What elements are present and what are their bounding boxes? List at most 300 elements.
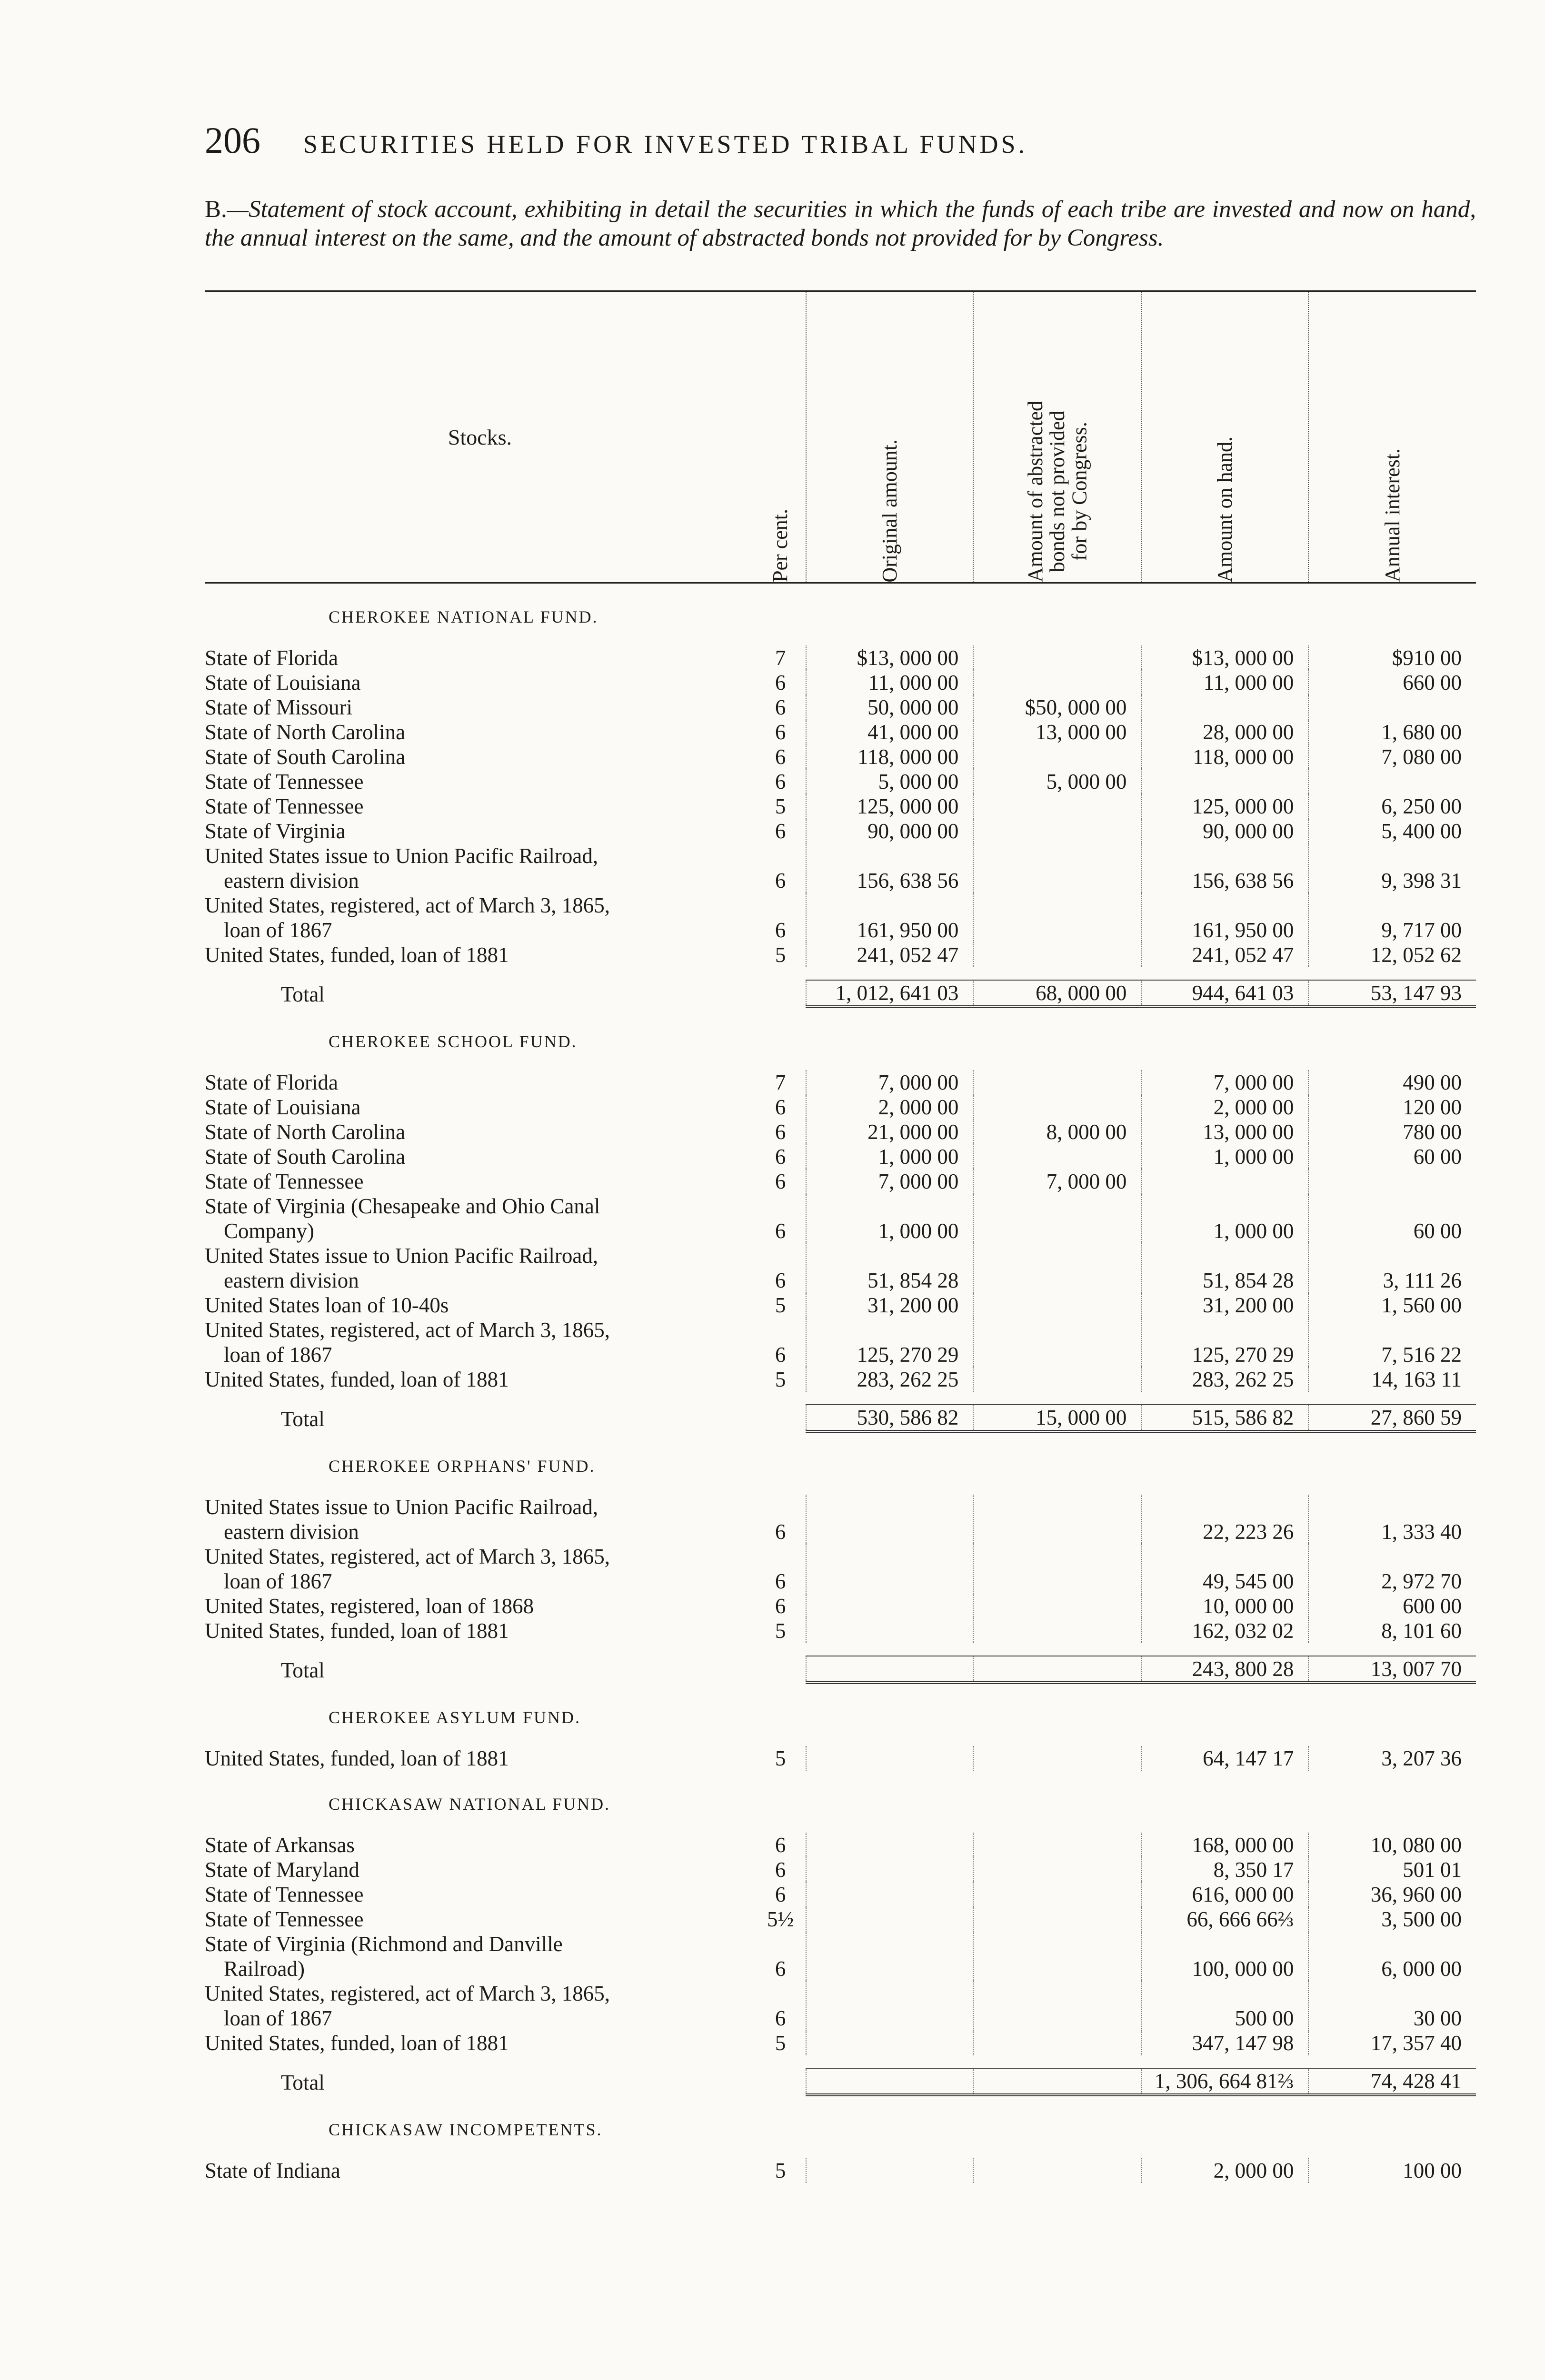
percent-cell: 6 xyxy=(775,1957,786,1981)
stock-name xyxy=(205,1095,755,1120)
table-row xyxy=(205,720,1476,744)
abstracted-amount-cell xyxy=(973,893,1141,942)
abstracted-amount-cell xyxy=(973,1857,1141,1882)
section-title: CHEROKEE NATIONAL FUND. xyxy=(329,607,598,627)
stock-name-text: State of Indiana xyxy=(205,2159,340,2183)
spacer-row xyxy=(205,1643,1476,1656)
on-hand-amount-cell: 125, 000 00 xyxy=(1141,794,1308,819)
percent-cell: 6 xyxy=(775,1520,786,1544)
percent-cell: 5 xyxy=(775,2031,786,2055)
on-hand-amount-cell: 11, 000 00 xyxy=(1141,670,1308,695)
on-hand-amount-cell: 2, 000 00 xyxy=(1141,2158,1308,2183)
on-hand-amount-cell: 1, 000 00 xyxy=(1141,1194,1308,1243)
total-percent-cell xyxy=(755,2068,806,2095)
spacer-row xyxy=(205,1392,1476,1405)
annual-interest-cell: 3, 500 00 xyxy=(1308,1907,1476,1932)
abstracted-amount-cell xyxy=(973,1833,1141,1857)
original-amount-cell: 1, 000 00 xyxy=(806,1194,973,1243)
stock-name xyxy=(205,1318,755,1367)
stock-name xyxy=(205,893,755,942)
total-label: Total xyxy=(281,1407,325,1431)
original-amount-cell xyxy=(806,1981,973,2031)
annual-interest-cell: 1, 560 00 xyxy=(1308,1293,1476,1318)
on-hand-amount-cell: 2, 000 00 xyxy=(1141,1095,1308,1120)
stock-name xyxy=(205,2158,755,2183)
annual-interest-cell: 3, 111 26 xyxy=(1308,1243,1476,1293)
percent-cell: 5 xyxy=(775,943,786,967)
abstracted-amount-cell xyxy=(973,744,1141,769)
stock-name xyxy=(205,1070,755,1095)
table-row xyxy=(205,1169,1476,1194)
stock-name-text: United States issue to Union Pacific Railroad, xyxy=(205,1495,598,1519)
on-hand-amount-cell: 51, 854 28 xyxy=(1141,1243,1308,1293)
percent-cell: 6 xyxy=(775,1145,786,1169)
stock-name-text: State of South Carolina xyxy=(205,745,406,769)
on-hand-amount-cell: 1, 000 00 xyxy=(1141,1144,1308,1169)
section-heading-row xyxy=(205,1771,1476,1833)
stock-name-text: United States, registered, act of March 3, 1865, xyxy=(205,1982,610,2006)
table-row xyxy=(205,1932,1476,1981)
percent-cell: 6 xyxy=(775,2006,786,2031)
total-abstracted-cell: 15, 000 00 xyxy=(973,1405,1141,1431)
stock-name-text: State of South Carolina xyxy=(205,1145,406,1169)
on-hand-amount-cell: 347, 147 98 xyxy=(1141,2031,1308,2055)
percent-cell: 6 xyxy=(775,745,786,769)
original-amount-cell: 125, 270 29 xyxy=(806,1318,973,1367)
percent-cell: 6 xyxy=(775,1095,786,1120)
stock-name-continuation: loan of 1867 xyxy=(224,2006,332,2031)
stock-name xyxy=(205,1120,755,1144)
table-row xyxy=(205,893,1476,942)
col-annual-interest: Annual interest. xyxy=(1308,292,1476,583)
abstracted-amount-cell xyxy=(973,1293,1141,1318)
stock-name-text: State of Tennessee xyxy=(205,1907,364,1932)
stock-name-text: United States, registered, act of March 3, 1865, xyxy=(205,1545,610,1569)
total-row xyxy=(205,980,1476,1007)
table-row xyxy=(205,695,1476,720)
percent-cell: 6 xyxy=(775,1883,786,1907)
original-amount-cell xyxy=(806,1857,973,1882)
annual-interest-cell: 12, 052 62 xyxy=(1308,942,1476,967)
percent-cell: 6 xyxy=(775,1858,786,1882)
annual-interest-cell: 100 00 xyxy=(1308,2158,1476,2183)
annual-interest-cell: 501 01 xyxy=(1308,1857,1476,1882)
total-label: Total xyxy=(281,2071,325,2095)
table-row xyxy=(205,1857,1476,1882)
stock-name xyxy=(205,819,755,843)
stock-name-text: State of Virginia (Richmond and Danville xyxy=(205,1932,563,1956)
total-interest-cell: 13, 007 70 xyxy=(1308,1656,1476,1683)
stock-name-text: United States, registered, act of March 3, 1865, xyxy=(205,1318,610,1342)
annual-interest-cell: 7, 080 00 xyxy=(1308,744,1476,769)
on-hand-amount-cell xyxy=(1141,695,1308,720)
annual-interest-cell: 8, 101 60 xyxy=(1308,1618,1476,1643)
abstracted-amount-cell xyxy=(973,1318,1141,1367)
on-hand-amount-cell xyxy=(1141,769,1308,794)
stock-name xyxy=(205,1544,755,1594)
original-amount-cell xyxy=(806,1932,973,1981)
total-percent-cell xyxy=(755,1656,806,1683)
table-caption xyxy=(205,195,1476,252)
stock-name xyxy=(205,1981,755,2031)
stock-name xyxy=(205,1169,755,1194)
total-original-cell xyxy=(806,2068,973,2095)
original-amount-cell: 125, 000 00 xyxy=(806,794,973,819)
total-original-cell: 1, 012, 641 03 xyxy=(806,980,973,1007)
abstracted-amount-cell xyxy=(973,942,1141,967)
abstracted-amount-cell: 8, 000 00 xyxy=(973,1120,1141,1144)
annual-interest-cell: 36, 960 00 xyxy=(1308,1882,1476,1907)
stock-name-text: State of Florida xyxy=(205,1071,338,1095)
percent-cell: 6 xyxy=(775,819,786,843)
total-abstracted-cell: 68, 000 00 xyxy=(973,980,1141,1007)
table-row xyxy=(205,1833,1476,1857)
annual-interest-cell: 2, 972 70 xyxy=(1308,1544,1476,1594)
percent-cell: 6 xyxy=(775,869,786,893)
stock-name-text: United States, funded, loan of 1881 xyxy=(205,943,509,967)
original-amount-cell xyxy=(806,1833,973,1857)
original-amount-cell: 51, 854 28 xyxy=(806,1243,973,1293)
section-title: CHEROKEE SCHOOL FUND. xyxy=(329,1032,578,1051)
on-hand-amount-cell: 10, 000 00 xyxy=(1141,1594,1308,1618)
section-heading-row xyxy=(205,1431,1476,1495)
original-amount-cell xyxy=(806,1746,973,1771)
stock-name-text: United States, funded, loan of 1881 xyxy=(205,2031,509,2055)
on-hand-amount-cell: $13, 000 00 xyxy=(1141,645,1308,670)
stock-name-text: United States, funded, loan of 1881 xyxy=(205,1619,509,1643)
stock-name xyxy=(205,1243,755,1293)
stock-name xyxy=(205,670,755,695)
original-amount-cell: 156, 638 56 xyxy=(806,843,973,893)
total-abstracted-cell xyxy=(973,2068,1141,2095)
percent-cell: 7 xyxy=(775,646,786,670)
section-title: CHEROKEE ORPHANS' FUND. xyxy=(329,1457,596,1476)
table-row xyxy=(205,942,1476,967)
percent-cell: 6 xyxy=(775,1569,786,1594)
total-label: Total xyxy=(281,1658,325,1683)
col-abstracted-bonds: Amount of abstracted bonds not provided for by Congress. xyxy=(973,292,1141,583)
stock-name xyxy=(205,1618,755,1643)
original-amount-cell: 90, 000 00 xyxy=(806,819,973,843)
percent-cell: 6 xyxy=(775,1343,786,1367)
annual-interest-cell xyxy=(1308,1169,1476,1194)
stock-name-text: United States, funded, loan of 1881 xyxy=(205,1368,509,1392)
annual-interest-cell: 3, 207 36 xyxy=(1308,1746,1476,1771)
on-hand-amount-cell: 156, 638 56 xyxy=(1141,843,1308,893)
annual-interest-cell: 9, 398 31 xyxy=(1308,843,1476,893)
percent-cell: 5 xyxy=(775,1619,786,1643)
stock-name-continuation: eastern division xyxy=(224,1269,359,1293)
abstracted-amount-cell xyxy=(973,1070,1141,1095)
abstracted-amount-cell xyxy=(973,1594,1141,1618)
original-amount-cell xyxy=(806,1882,973,1907)
annual-interest-cell: 30 00 xyxy=(1308,1981,1476,2031)
section-heading-row xyxy=(205,583,1476,646)
abstracted-amount-cell xyxy=(973,1544,1141,1594)
on-hand-amount-cell: 22, 223 26 xyxy=(1141,1495,1308,1544)
percent-cell: 6 xyxy=(775,695,786,720)
total-row xyxy=(205,1656,1476,1683)
table-row xyxy=(205,1194,1476,1243)
on-hand-amount-cell: 49, 545 00 xyxy=(1141,1544,1308,1594)
stock-name xyxy=(205,1293,755,1318)
abstracted-amount-cell xyxy=(973,1907,1141,1932)
original-amount-cell: 21, 000 00 xyxy=(806,1120,973,1144)
total-interest-cell: 53, 147 93 xyxy=(1308,980,1476,1007)
stock-name xyxy=(205,1495,755,1544)
original-amount-cell: 31, 200 00 xyxy=(806,1293,973,1318)
col-amount-on-hand: Amount on hand. xyxy=(1141,292,1308,583)
stock-name-continuation: eastern division xyxy=(224,1520,359,1544)
original-amount-cell: 118, 000 00 xyxy=(806,744,973,769)
original-amount-cell: 41, 000 00 xyxy=(806,720,973,744)
on-hand-amount-cell: 162, 032 02 xyxy=(1141,1618,1308,1643)
total-label: Total xyxy=(281,982,325,1007)
abstracted-amount-cell: $50, 000 00 xyxy=(973,695,1141,720)
original-amount-cell xyxy=(806,1594,973,1618)
on-hand-amount-cell: 500 00 xyxy=(1141,1981,1308,2031)
table-row xyxy=(205,819,1476,843)
percent-cell: 6 xyxy=(775,1594,786,1618)
total-on-hand-cell: 243, 800 28 xyxy=(1141,1656,1308,1683)
page-number: 206 xyxy=(205,119,260,161)
abstracted-amount-cell xyxy=(973,2031,1141,2055)
percent-cell: 5 xyxy=(775,1746,786,1771)
stock-name-text: United States, funded, loan of 1881 xyxy=(205,1746,509,1771)
original-amount-cell xyxy=(806,1907,973,1932)
caption-lead: B. xyxy=(205,196,227,223)
stock-name-text: State of Tennessee xyxy=(205,794,364,819)
section-title: CHICKASAW INCOMPETENTS. xyxy=(329,2120,603,2140)
original-amount-cell: 283, 262 25 xyxy=(806,1367,973,1392)
stock-name xyxy=(205,695,755,720)
abstracted-amount-cell xyxy=(973,1144,1141,1169)
annual-interest-cell: 7, 516 22 xyxy=(1308,1318,1476,1367)
annual-interest-cell xyxy=(1308,769,1476,794)
on-hand-amount-cell: 616, 000 00 xyxy=(1141,1882,1308,1907)
percent-cell: 7 xyxy=(775,1071,786,1095)
annual-interest-cell: 5, 400 00 xyxy=(1308,819,1476,843)
annual-interest-cell: $910 00 xyxy=(1308,645,1476,670)
stock-name-text: State of Tennessee xyxy=(205,1170,364,1194)
on-hand-amount-cell: 28, 000 00 xyxy=(1141,720,1308,744)
original-amount-cell: 161, 950 00 xyxy=(806,893,973,942)
abstracted-amount-cell xyxy=(973,1618,1141,1643)
percent-cell: 6 xyxy=(775,720,786,744)
on-hand-amount-cell: 168, 000 00 xyxy=(1141,1833,1308,1857)
stock-name-text: State of Tennessee xyxy=(205,1883,364,1907)
table-row xyxy=(205,1095,1476,1120)
stock-name xyxy=(205,744,755,769)
column-header-row xyxy=(205,292,1476,583)
abstracted-amount-cell xyxy=(973,1932,1141,1981)
table-row xyxy=(205,769,1476,794)
abstracted-amount-cell xyxy=(973,843,1141,893)
stock-name-text: State of Virginia xyxy=(205,819,346,843)
on-hand-amount-cell: 66, 666 66⅔ xyxy=(1141,1907,1308,1932)
on-hand-amount-cell: 8, 350 17 xyxy=(1141,1857,1308,1882)
abstracted-amount-cell: 7, 000 00 xyxy=(973,1169,1141,1194)
stock-name xyxy=(205,843,755,893)
abstracted-amount-cell: 13, 000 00 xyxy=(973,720,1141,744)
table-row xyxy=(205,645,1476,670)
table-row xyxy=(205,1318,1476,1367)
stock-name-text: United States issue to Union Pacific Railroad, xyxy=(205,1244,598,1268)
stock-name xyxy=(205,942,755,967)
percent-cell: 5 xyxy=(775,1293,786,1318)
percent-cell: 6 xyxy=(775,1269,786,1293)
annual-interest-cell: 600 00 xyxy=(1308,1594,1476,1618)
annual-interest-cell: 1, 680 00 xyxy=(1308,720,1476,744)
stock-account-table xyxy=(205,292,1476,2183)
original-amount-cell xyxy=(806,1495,973,1544)
percent-cell: 6 xyxy=(775,1170,786,1194)
stock-name-text: United States, registered, loan of 1868 xyxy=(205,1594,534,1618)
abstracted-amount-cell xyxy=(973,1243,1141,1293)
original-amount-cell xyxy=(806,2031,973,2055)
total-abstracted-cell xyxy=(973,1656,1141,1683)
col-original-amount: Original amount. xyxy=(806,292,973,583)
abstracted-amount-cell xyxy=(973,670,1141,695)
annual-interest-cell: 490 00 xyxy=(1308,1070,1476,1095)
original-amount-cell xyxy=(806,1544,973,1594)
original-amount-cell: 5, 000 00 xyxy=(806,769,973,794)
spacer-row xyxy=(205,2055,1476,2068)
table-row xyxy=(205,1495,1476,1544)
original-amount-cell xyxy=(806,2158,973,2183)
stock-name-text: State of Virginia (Chesapeake and Ohio Canal xyxy=(205,1194,600,1219)
caption-text: —Statement of stock account, exhibiting in detail the securities in which the funds of each tribe are invested and now on hand, the annual interest on the same, and the amount of abstracted bonds not provided for by Congress. xyxy=(205,196,1476,252)
original-amount-cell: 11, 000 00 xyxy=(806,670,973,695)
stock-name xyxy=(205,1594,755,1618)
annual-interest-cell: 60 00 xyxy=(1308,1194,1476,1243)
percent-cell: 5 xyxy=(775,794,786,819)
stock-name-continuation: loan of 1867 xyxy=(224,918,332,942)
original-amount-cell: 50, 000 00 xyxy=(806,695,973,720)
stock-name-continuation: Railroad) xyxy=(224,1957,305,1981)
percent-cell: 5½ xyxy=(767,1907,794,1932)
annual-interest-cell: 660 00 xyxy=(1308,670,1476,695)
table-row xyxy=(205,2158,1476,2183)
original-amount-cell: 7, 000 00 xyxy=(806,1070,973,1095)
annual-interest-cell: 780 00 xyxy=(1308,1120,1476,1144)
document-page xyxy=(205,119,1476,2183)
table-row xyxy=(205,794,1476,819)
table-row xyxy=(205,1746,1476,1771)
annual-interest-cell: 6, 250 00 xyxy=(1308,794,1476,819)
table-row xyxy=(205,1907,1476,1932)
table-row xyxy=(205,843,1476,893)
percent-cell: 5 xyxy=(775,1368,786,1392)
stock-name xyxy=(205,1857,755,1882)
total-original-cell: 530, 586 82 xyxy=(806,1405,973,1431)
on-hand-amount-cell: 13, 000 00 xyxy=(1141,1120,1308,1144)
stock-name-text: United States issue to Union Pacific Railroad, xyxy=(205,844,598,868)
table-row xyxy=(205,1070,1476,1095)
table-row xyxy=(205,1981,1476,2031)
stock-name xyxy=(205,1833,755,1857)
on-hand-amount-cell: 283, 262 25 xyxy=(1141,1367,1308,1392)
table-body xyxy=(205,583,1476,2183)
original-amount-cell: $13, 000 00 xyxy=(806,645,973,670)
percent-cell: 6 xyxy=(775,1120,786,1144)
on-hand-amount-cell: 161, 950 00 xyxy=(1141,893,1308,942)
total-on-hand-cell: 944, 641 03 xyxy=(1141,980,1308,1007)
abstracted-amount-cell xyxy=(973,1495,1141,1544)
abstracted-amount-cell: 5, 000 00 xyxy=(973,769,1141,794)
table-row xyxy=(205,1144,1476,1169)
running-title: SECURITIES HELD FOR INVESTED TRIBAL FUNDS. xyxy=(303,130,1028,159)
total-row xyxy=(205,1405,1476,1431)
stock-name-text: State of Missouri xyxy=(205,695,352,720)
original-amount-cell: 7, 000 00 xyxy=(806,1169,973,1194)
on-hand-amount-cell: 90, 000 00 xyxy=(1141,819,1308,843)
stock-name xyxy=(205,794,755,819)
stock-name xyxy=(205,1907,755,1932)
stock-name-text: State of Tennessee xyxy=(205,770,364,794)
annual-interest-cell: 9, 717 00 xyxy=(1308,893,1476,942)
table-row xyxy=(205,1243,1476,1293)
percent-cell: 6 xyxy=(775,918,786,942)
abstracted-amount-cell xyxy=(973,1095,1141,1120)
total-original-cell xyxy=(806,1656,973,1683)
on-hand-amount-cell: 100, 000 00 xyxy=(1141,1932,1308,1981)
total-percent-cell xyxy=(755,1405,806,1431)
original-amount-cell xyxy=(806,1618,973,1643)
stock-name-continuation: loan of 1867 xyxy=(224,1569,332,1594)
abstracted-amount-cell xyxy=(973,645,1141,670)
table-row xyxy=(205,1882,1476,1907)
stock-name xyxy=(205,1746,755,1771)
stock-name-text: United States, registered, act of March 3, 1865, xyxy=(205,893,610,918)
section-heading-row xyxy=(205,2095,1476,2158)
page-header xyxy=(205,119,1476,162)
abstracted-amount-cell xyxy=(973,1981,1141,2031)
annual-interest-cell: 1, 333 40 xyxy=(1308,1495,1476,1544)
stock-name-text: State of Louisiana xyxy=(205,1095,361,1120)
annual-interest-cell: 6, 000 00 xyxy=(1308,1932,1476,1981)
on-hand-amount-cell: 31, 200 00 xyxy=(1141,1293,1308,1318)
stock-name xyxy=(205,645,755,670)
stock-name-text: State of North Carolina xyxy=(205,720,406,744)
stock-name-text: State of Arkansas xyxy=(205,1833,355,1857)
abstracted-amount-cell xyxy=(973,1367,1141,1392)
on-hand-amount-cell: 118, 000 00 xyxy=(1141,744,1308,769)
abstracted-amount-cell xyxy=(973,1746,1141,1771)
on-hand-amount-cell xyxy=(1141,1169,1308,1194)
abstracted-amount-cell xyxy=(973,1194,1141,1243)
stock-name-text: State of Louisiana xyxy=(205,671,361,695)
total-on-hand-cell: 1, 306, 664 81⅔ xyxy=(1141,2068,1308,2095)
annual-interest-cell: 60 00 xyxy=(1308,1144,1476,1169)
on-hand-amount-cell: 125, 270 29 xyxy=(1141,1318,1308,1367)
on-hand-amount-cell: 7, 000 00 xyxy=(1141,1070,1308,1095)
total-interest-cell: 74, 428 41 xyxy=(1308,2068,1476,2095)
percent-cell: 6 xyxy=(775,671,786,695)
total-on-hand-cell: 515, 586 82 xyxy=(1141,1405,1308,1431)
abstracted-amount-cell xyxy=(973,819,1141,843)
stock-name-continuation: Company) xyxy=(224,1219,314,1243)
stock-name-text: State of North Carolina xyxy=(205,1120,406,1144)
table-row xyxy=(205,1120,1476,1144)
table-row xyxy=(205,2031,1476,2055)
stock-name xyxy=(205,1932,755,1981)
percent-cell: 6 xyxy=(775,1833,786,1857)
table-row xyxy=(205,1618,1476,1643)
stock-name xyxy=(205,1194,755,1243)
table-row xyxy=(205,1594,1476,1618)
table-row xyxy=(205,1367,1476,1392)
